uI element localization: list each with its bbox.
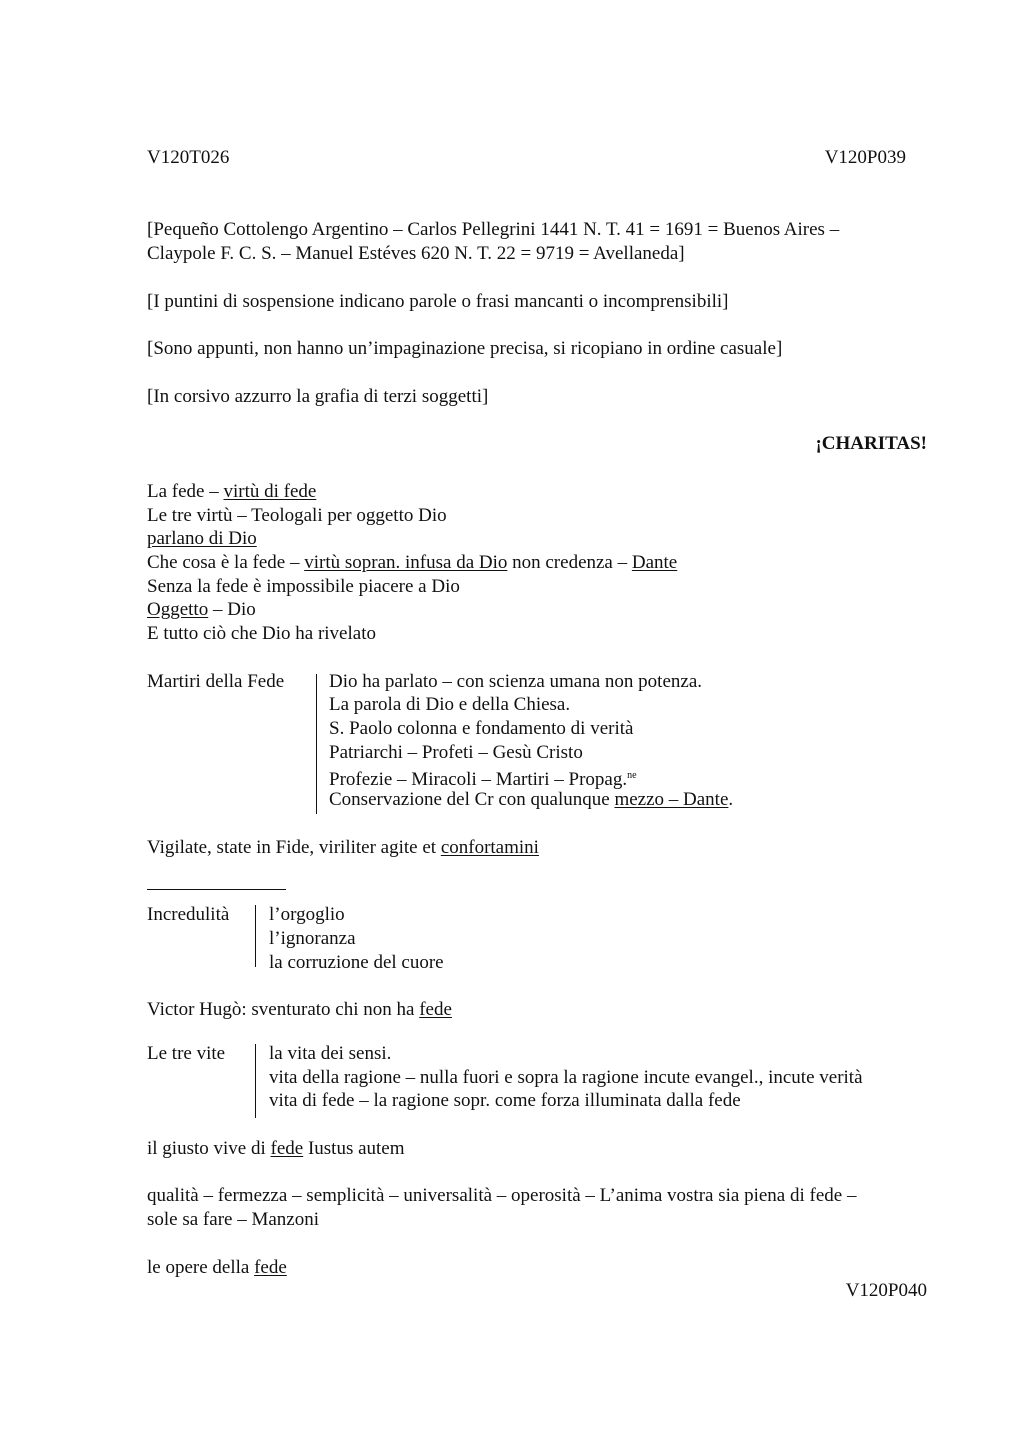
fede-line-4 [147, 551, 677, 575]
page-title: ¡CHARITAS! [815, 433, 927, 454]
fede-line-4-underlined-1: virtù sopran. infusa da Dio [304, 552, 508, 573]
fede-line-4-text-a: Che cosa è la fede – [147, 552, 305, 573]
fede-line-3 [147, 527, 257, 551]
martiri-row-5-text: Profezie – Miracoli – Martiri – Propag. [329, 769, 628, 790]
order-note: [Sono appunti, non hanno un’impaginazione precisa, si ricopiano in ordine casuale] [147, 338, 783, 359]
vigilate-underlined: confortamini [440, 837, 539, 858]
incredulita-row-2: l’ignoranza [269, 928, 356, 949]
address-line-2: Claypole F. C. S. – Manuel Estéves 620 N. T. 22 = 9719 = Avellaneda] [147, 243, 685, 264]
giusto-text-b: Iustus autem [303, 1138, 405, 1159]
martiri-bracket [316, 674, 317, 814]
tre-vite-label: Le tre vite [147, 1043, 226, 1064]
fede-line-6-underlined: Oggetto [147, 599, 209, 620]
martiri-label: Martiri della Fede [147, 671, 285, 692]
incredulita-bracket [255, 905, 256, 967]
opere-underlined: fede [254, 1257, 287, 1278]
incredulita-label: Incredulità [147, 904, 230, 925]
fede-line-2: Le tre virtù – Teologali per oggetto Dio [147, 505, 447, 526]
martiri-row-1: Dio ha parlato – con scienza umana non potenza. [329, 671, 702, 692]
fede-line-6 [147, 598, 256, 622]
opere-line [147, 1256, 287, 1280]
tre-vite-row-2: vita della ragione – nulla fuori e sopra la ragione incute evangel., incute verità [269, 1067, 863, 1088]
fede-line-1 [147, 480, 316, 504]
qualita-line-2: sole sa fare – Manzoni [147, 1209, 319, 1230]
hugo-underlined: fede [419, 999, 452, 1020]
ellipsis-note: [I puntini di sospensione indicano parole o frasi mancanti o incomprensibili] [147, 291, 729, 312]
header-right-code: V120P039 [824, 147, 906, 168]
tre-vite-bracket [255, 1044, 256, 1118]
incredulita-row-1: l’orgoglio [269, 904, 345, 925]
incredulita-row-3: la corruzione del cuore [269, 952, 444, 973]
fede-line-5: Senza la fede è impossibile piacere a Dio [147, 576, 460, 597]
martiri-row-5-superscript: ne [627, 770, 637, 781]
section-divider [147, 889, 286, 890]
martiri-row-6 [329, 788, 733, 812]
martiri-row-6-underlined: mezzo – Dante [614, 789, 729, 810]
martiri-row-6-text-b: . [728, 789, 734, 810]
tre-vite-row-1: la vita dei sensi. [269, 1043, 392, 1064]
tre-vite-row-3: vita di fede – la ragione sopr. come forza illuminata dalla fede [269, 1090, 741, 1111]
fede-line-3-underlined: parlano di Dio [147, 528, 257, 549]
fede-line-4-underlined-2: Dante [631, 552, 678, 573]
hugo-line [147, 998, 452, 1022]
fede-line-1-text: La fede – [147, 481, 224, 502]
martiri-row-2: La parola di Dio e della Chiesa. [329, 694, 571, 715]
fede-line-6-text: – Dio [208, 599, 256, 620]
fede-line-7: E tutto ciò che Dio ha rivelato [147, 623, 376, 644]
address-line-1: [Pequeño Cottolengo Argentino – Carlos Pellegrini 1441 N. T. 41 = 1691 = Buenos Aires – [147, 219, 840, 240]
italic-note: [In corsivo azzurro la grafia di terzi soggetti] [147, 386, 489, 407]
fede-line-4-text-b: non credenza – [507, 552, 632, 573]
giusto-text-a: il giusto vive di [147, 1138, 271, 1159]
hugo-text: Victor Hugò: sventurato chi non ha [147, 999, 420, 1020]
giusto-line [147, 1137, 405, 1161]
giusto-underlined: fede [270, 1138, 304, 1159]
martiri-row-3: S. Paolo colonna e fondamento di verità [329, 718, 634, 739]
footer-page-code: V120P040 [845, 1280, 927, 1301]
qualita-line-1: qualità – fermezza – semplicità – universalità – operosità – L’anima vostra sia piena di fede – [147, 1185, 857, 1206]
vigilate-text: Vigilate, state in Fide, viriliter agite et [147, 837, 441, 858]
martiri-row-6-text-a: Conservazione del Cr con qualunque [329, 789, 615, 810]
martiri-row-4: Patriarchi – Profeti – Gesù Cristo [329, 742, 583, 763]
vigilate-line [147, 836, 539, 860]
header-left-code: V120T026 [147, 147, 230, 168]
fede-line-1-underlined: virtù di fede [223, 481, 317, 502]
opere-text: le opere della [147, 1257, 255, 1278]
